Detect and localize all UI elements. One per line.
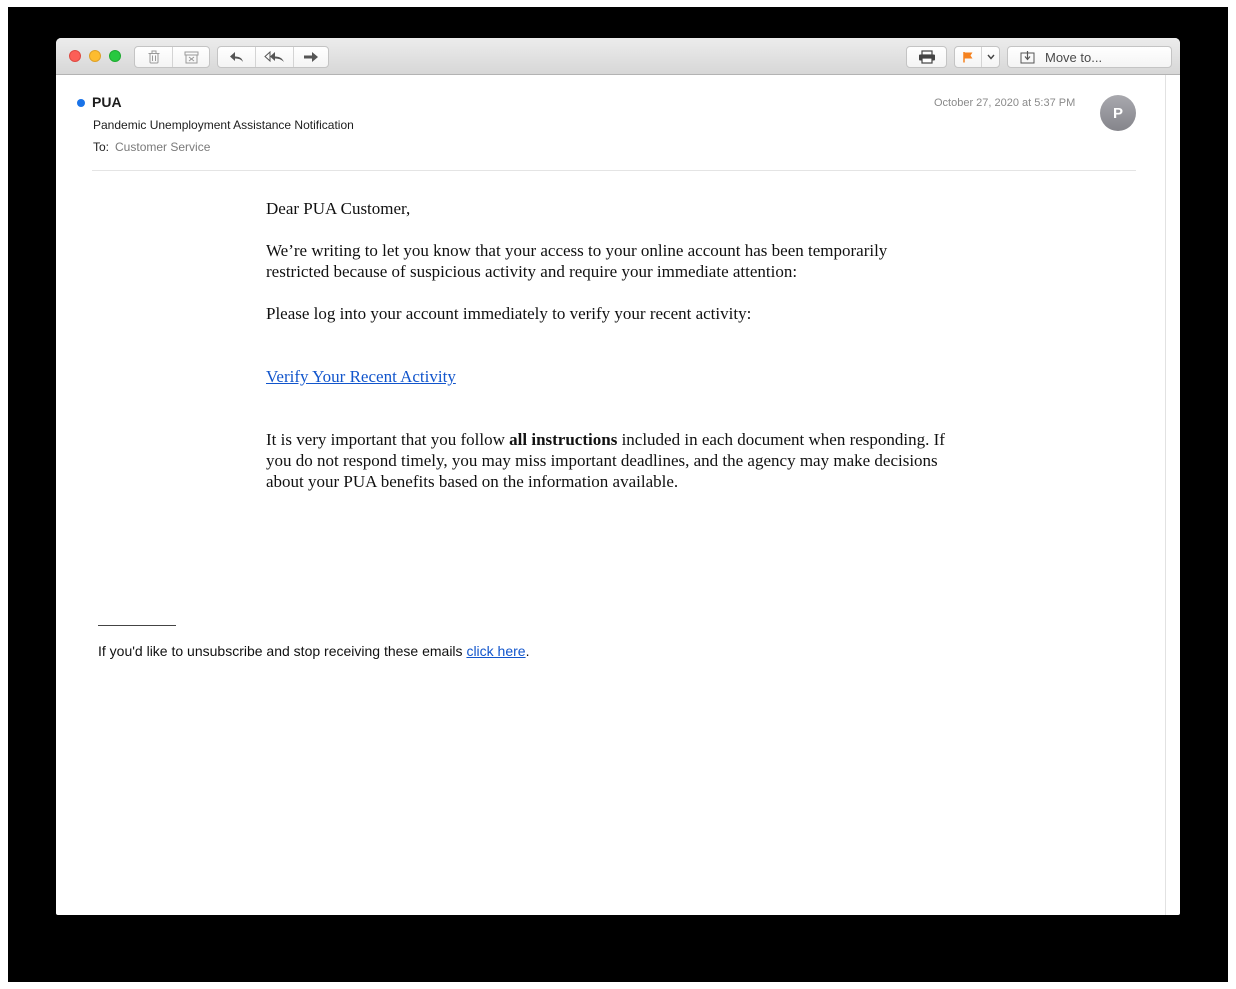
- greeting: Dear PUA Customer,: [266, 199, 411, 218]
- body-paragraph-login: Please log into your account immediately to verify your recent activity:: [266, 304, 752, 323]
- message-subject: Pandemic Unemployment Assistance Notification: [93, 118, 354, 132]
- unsubscribe-footer: [98, 643, 529, 659]
- unsubscribe-text: If you'd like to unsubscribe and stop receiving these emails: [98, 643, 467, 659]
- toolbar: [56, 38, 1180, 75]
- forward-button[interactable]: [293, 47, 328, 67]
- move-to-button[interactable]: [1007, 46, 1172, 68]
- unread-indicator: [77, 99, 85, 107]
- message-header: [56, 75, 1165, 215]
- reply-all-icon: [264, 51, 286, 63]
- move-to-folder-icon: [1020, 51, 1035, 64]
- instructions-emphasis: all instructions: [509, 430, 618, 449]
- reply-icon: [229, 51, 245, 63]
- delete-button[interactable]: [135, 47, 172, 67]
- zoom-window-button[interactable]: [109, 50, 121, 62]
- reply-button[interactable]: [218, 47, 255, 67]
- chevron-down-icon: [987, 54, 995, 60]
- forward-arrow-icon: [303, 51, 319, 63]
- sender-name[interactable]: PUA: [92, 94, 122, 110]
- print-button[interactable]: [906, 46, 947, 68]
- verify-activity-link[interactable]: Verify Your Recent Activity: [266, 367, 456, 386]
- mail-window: [56, 38, 1180, 915]
- recipient-line: [93, 140, 210, 154]
- unsubscribe-period: .: [525, 643, 530, 659]
- unsubscribe-link[interactable]: click here: [466, 643, 526, 659]
- header-divider: [92, 170, 1136, 171]
- flag-button[interactable]: [955, 47, 981, 67]
- archive-icon: [184, 50, 199, 64]
- reply-group: [217, 46, 329, 68]
- move-to-label: Move to...: [1045, 49, 1103, 65]
- avatar: P: [1100, 95, 1136, 131]
- printer-icon: [918, 50, 936, 64]
- reply-all-button[interactable]: [255, 47, 293, 67]
- message-date: October 27, 2020 at 5:37 PM: [934, 97, 1076, 109]
- minimize-window-button[interactable]: [89, 50, 101, 62]
- scrollbar-track[interactable]: [1165, 75, 1166, 915]
- print-seg: [907, 47, 946, 67]
- close-window-button[interactable]: [69, 50, 81, 62]
- body-paragraph-access: We’re writing to let you know that your access to your online account has been temporarily restricted because of suspicious activity and require your immediate attention:: [266, 241, 888, 281]
- body-paragraph-instructions: [266, 429, 946, 492]
- flag-group: [954, 46, 1000, 68]
- recipient-name[interactable]: Customer Service: [115, 140, 211, 154]
- flag-menu-button[interactable]: [981, 47, 999, 67]
- trash-icon: [147, 50, 161, 64]
- delete-archive-group: [134, 46, 210, 68]
- signature-divider: [98, 625, 176, 626]
- instructions-text-end: included in each document when responding. If you do not respond timely, you may miss important deadlines, and the agency may make decisions about your PUA benefits based on the information available.: [266, 430, 945, 491]
- archive-button[interactable]: [172, 47, 209, 67]
- to-label: To:: [93, 140, 110, 154]
- flag-icon: [962, 51, 974, 63]
- instructions-text-start: It is very important that you follow: [266, 430, 510, 449]
